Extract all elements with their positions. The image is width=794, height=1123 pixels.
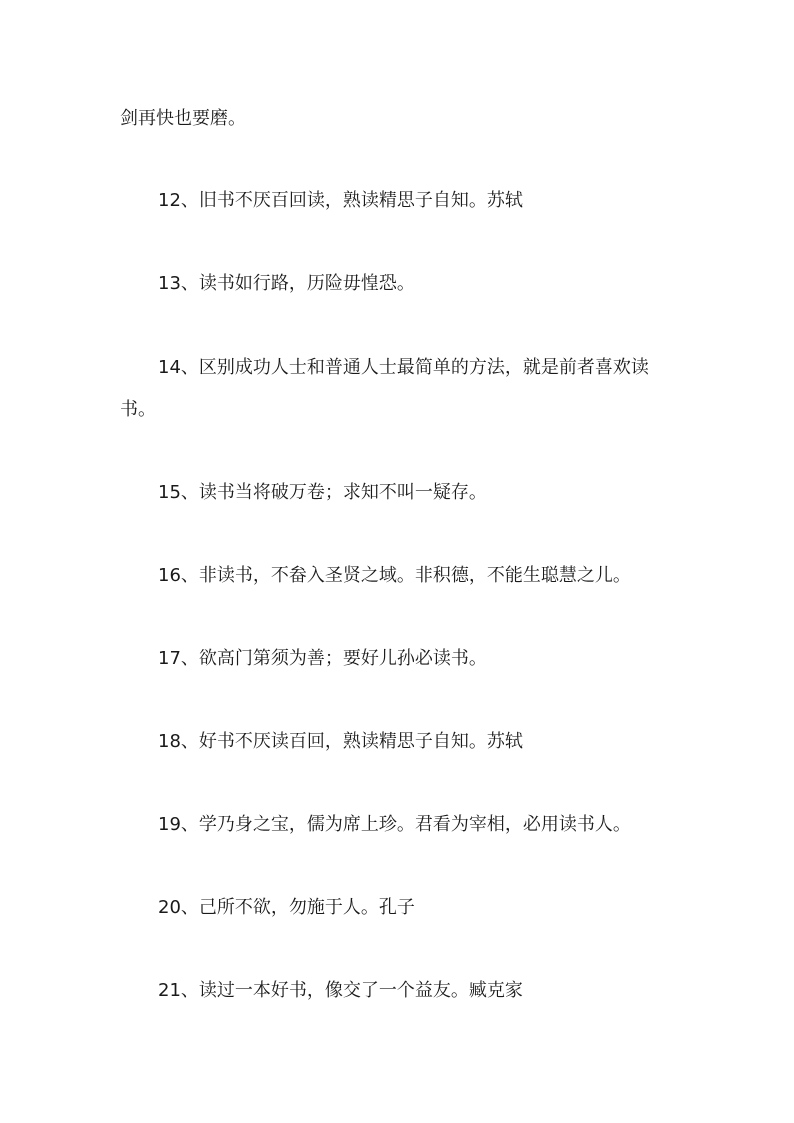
paragraph-continuation: 剑再快也要磨。 xyxy=(120,108,246,129)
quote-item-14: 14、区别成功人士和普通人士最简单的方法，就是前者喜欢读 xyxy=(158,357,649,378)
quote-item-19: 19、学乃身之宝，儒为席上珍。君看为宰相，必用读书人。 xyxy=(158,814,631,835)
quote-item-15: 15、读书当将破万卷；求知不叫一疑存。 xyxy=(158,482,487,503)
quote-item-12: 12、旧书不厌百回读，熟读精思子自知。苏轼 xyxy=(158,190,523,211)
quote-item-13: 13、读书如行路，历险毋惶恐。 xyxy=(158,273,415,294)
quote-item-17: 17、欲高门第须为善；要好儿孙必读书。 xyxy=(158,648,487,669)
quote-item-18: 18、好书不厌读百回，熟读精思子自知。苏轼 xyxy=(158,731,523,752)
quote-item-21: 21、读过一本好书，像交了一个益友。臧克家 xyxy=(158,980,523,1001)
quote-item-14-continuation: 书。 xyxy=(120,399,156,420)
quote-item-20: 20、己所不欲，勿施于人。孔子 xyxy=(158,897,415,918)
quote-item-16: 16、非读书，不畚入圣贤之域。非积德，不能生聪慧之儿。 xyxy=(158,565,631,586)
